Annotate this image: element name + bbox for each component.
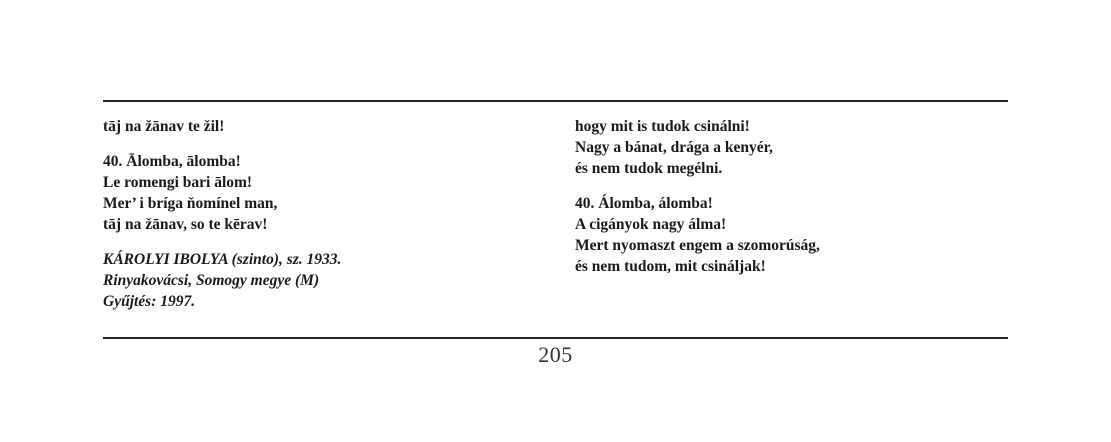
song-title: 40. Álomba, álomba! <box>575 195 713 212</box>
verse-line: Nagy a bánat, drága a kenyér, <box>575 139 773 156</box>
informant-credit <box>103 249 533 312</box>
page-number: 205 <box>538 342 573 367</box>
verse-line: Le romengi bari ālom! <box>103 174 253 191</box>
verse-line: tāj na žānav, so te kērav! <box>103 216 268 233</box>
collection-date: Gyűjtés: 1997. <box>103 293 196 310</box>
bottom-rule <box>103 337 1008 339</box>
informant-place: Rinyakovácsi, Somogy megye (M) <box>103 272 320 289</box>
left-column-romani <box>103 116 533 312</box>
top-rule <box>103 100 1008 102</box>
song-title: 40. Ālomba, ālomba! <box>103 153 241 170</box>
verse-line: Mert nyomaszt engem a szomorúság, <box>575 237 820 254</box>
verse-line: tāj na žānav te žil! <box>103 118 225 135</box>
informant-name: KÁROLYI IBOLYA (szinto), sz. 1933. <box>103 251 342 268</box>
verse-line: Mer’ i bríga ňomínel man, <box>103 195 278 212</box>
right-column-hungarian <box>575 116 1005 277</box>
verse-line: hogy mit is tudok csinálni! <box>575 118 750 135</box>
verse-line: A cigányok nagy álma! <box>575 216 727 233</box>
verse-line: és nem tudok megélni. <box>575 160 723 177</box>
verse-line: és nem tudom, mit csináljak! <box>575 258 766 275</box>
